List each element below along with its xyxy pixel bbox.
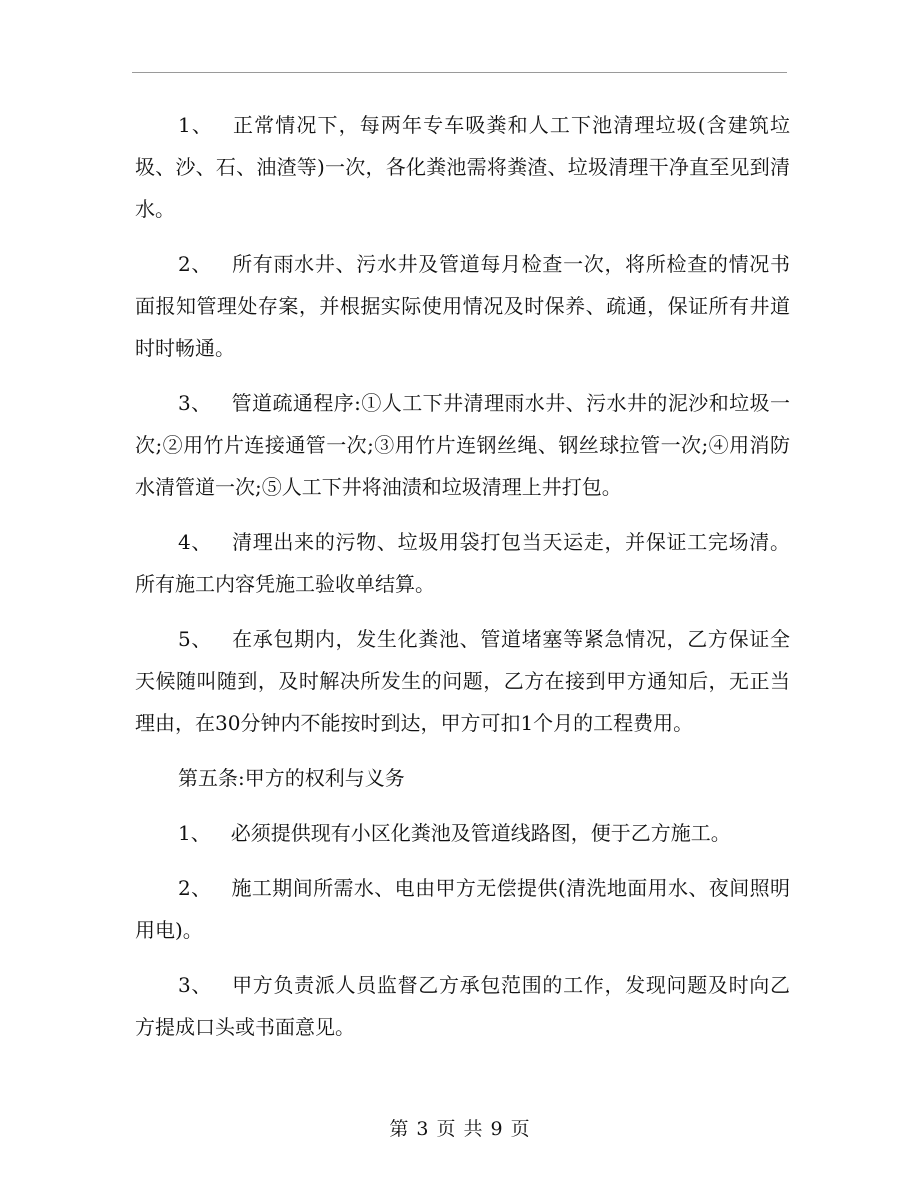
clause-number: 1、 — [178, 821, 211, 845]
clause-paragraph — [135, 964, 790, 1048]
clause-paragraph — [135, 812, 790, 854]
clause-text: 在承包期内，发生化粪池、管道堵塞等紧急情况，乙方保证全天候随叫随到，及时解决所发生的问题，乙方在接到甲方通知后，无正当理由，在30分钟内不能按时到达，甲方可扣1个月的工程费用。 — [135, 627, 790, 735]
clause-text: 必须提供现有小区化粪池及管道线路图，便于乙方施工。 — [230, 821, 731, 845]
page-footer: 第 3 页 共 9 页 — [389, 1118, 531, 1140]
clause-text: 正常情况下，每两年专车吸粪和人工下池清理垃圾(含建筑垃圾、沙、石、油渣等)一次，各化粪池需将粪渣、垃圾清理干净直至见到清水。 — [135, 113, 790, 221]
clause-number: 5、 — [178, 627, 213, 651]
clause-paragraph — [135, 618, 790, 744]
clause-number: 2、 — [178, 252, 213, 276]
document-body — [135, 104, 790, 1061]
clause-number: 2、 — [178, 876, 212, 900]
clause-text: 清理出来的污物、垃圾用袋打包当天运走，并保证工完场清。所有施工内容凭施工验收单结算。 — [135, 530, 790, 596]
clause-number: 4、 — [178, 530, 213, 554]
clause-paragraph — [135, 104, 790, 230]
clause-number: 1、 — [178, 113, 213, 137]
clause-text: 施工期间所需水、电由甲方无偿提供(清洗地面用水、夜间照明用电)。 — [135, 876, 790, 942]
clause-number: 3、 — [178, 973, 213, 997]
clause-text: 管道疏通程序:①人工下井清理雨水井、污水井的泥沙和垃圾一次;②用竹片连接通管一次;③用竹片连钢丝绳、钢丝球拉管一次;④用消防水清管道一次;⑤人工下井将油渍和垃圾清理上井打包。 — [135, 391, 790, 499]
clause-paragraph — [135, 243, 790, 369]
clause-paragraph — [135, 867, 790, 951]
clause-text: 所有雨水井、污水井及管道每月检查一次，将所检查的情况书面报知管理处存案，并根据实际使用情况及时保养、疏通，保证所有井道时时畅通。 — [135, 252, 790, 360]
clause-text: 甲方负责派人员监督乙方承包范围的工作，发现问题及时向乙方提成口头或书面意见。 — [135, 973, 790, 1039]
clause-paragraph — [135, 521, 790, 605]
section-heading: 第五条:甲方的权利与义务 — [178, 766, 405, 790]
header-rule — [132, 72, 787, 73]
clause-number: 3、 — [178, 391, 212, 415]
clause-paragraph — [135, 382, 790, 508]
